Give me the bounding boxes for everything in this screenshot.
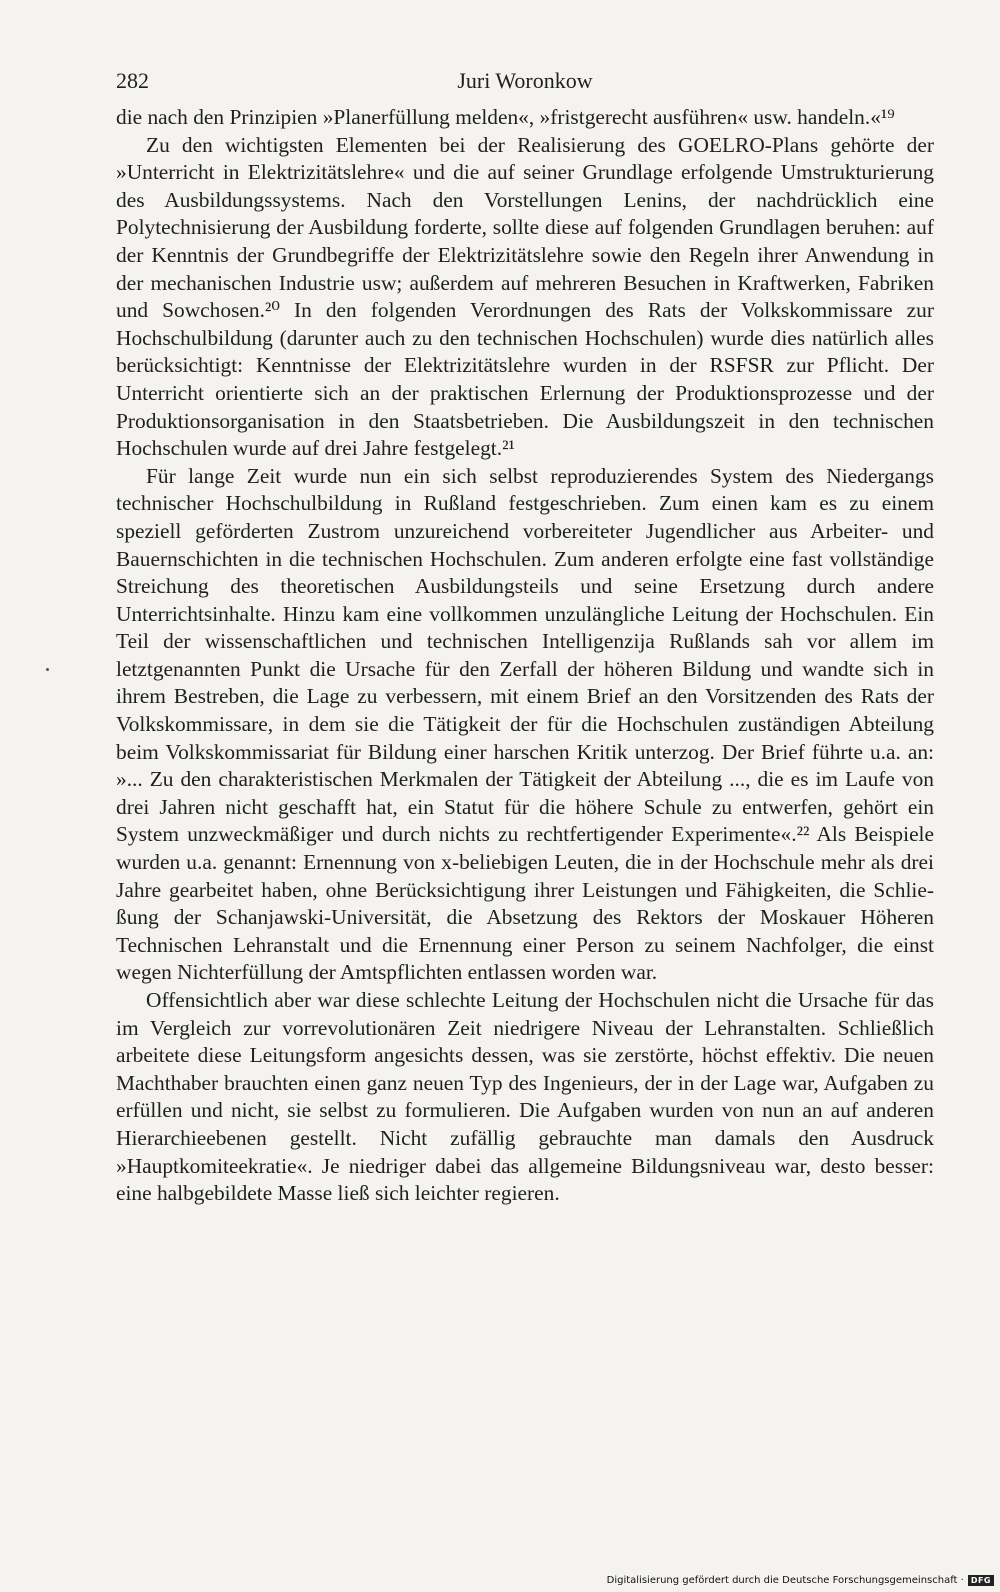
digitization-footer	[607, 1575, 994, 1586]
running-title: Juri Woronkow	[457, 68, 593, 93]
paragraph-continuation: die nach den Prinzipien »Planerfüllung melden«, »fristgerecht ausführen« usw. handeln.«¹⁹	[116, 105, 895, 129]
body-text	[116, 104, 934, 1208]
margin-mark	[46, 668, 49, 671]
footer-credit-text: Digitalisierung gefördert durch die Deutsche Forschungsgemeinschaft ·	[606, 1575, 964, 1586]
dfg-logo-icon: DFG	[968, 1575, 994, 1586]
document-page	[116, 60, 934, 1208]
paragraph: Für lange Zeit wurde nun ein sich selbst reproduzierendes System des Niedergangs technischer Hochschulbildung in Rußland festgeschrieben. Zum einen kam es zu einem speziell geförderten Zustrom unzureichend vorbereiteter Jugendlicher aus Arbeiter- und Bauernschichten in die technischen Hochschulen. Zum anderen erfolgte eine fast vollständige Streichung des theoretischen Ausbildungsteils und seine Ersetzung durch andere Unterrichtsinhalte. Hinzu kam eine vollkommen unzulängliche Leitung der Hochschulen. Ein Teil der wissenschaftlichen und technischen Intelligenzija Rußlands sah vor allem im letztgenannten Punkt die Ursache für den Zerfall der höheren Bildung und wandte sich in ihrem Bestreben, die Lage zu verbessern, mit einem Brief an den Vorsitzenden des Rats der Volkskommissare, in dem sie die Tätigkeit der für die Hochschulen zuständigen Abteilung beim Volkskommissariat für Bildung einer harschen Kritik unterzog. Der Brief führte u.a. an: »... Zu den charakteristischen Merkmalen der Tätigkeit der Abteilung ..., die es im Laufe von drei Jahren nicht geschafft hat, ein Statut für die höhere Schule zu entwerfen, gehört ein System unzweckmäßiger und durch nichts zu rechtfertigender Experimente«.²² Als Beispiele wurden u.a. genannt: Ernennung von x-beliebigen Leuten, die in der Hochschule mehr als drei Jahre gearbeitet haben, ohne Berücksichtigung ihrer Leistungen und Fähigkeiten, die Schließung der Schanjawski-Universität, die Absetzung des Rektors der Moskauer Höheren Technischen Lehranstalt und die Ernennung einer Person zu seinem Nachfolger, die einst wegen Nichterfüllung der Amtspflichten entlassen worden war.	[116, 463, 934, 985]
page-number: 282	[116, 68, 149, 93]
paragraph: Offensichtlich aber war diese schlechte Leitung der Hochschulen nicht die Ursache für das im Vergleich zur vorrevolutionären Zeit niedrigere Niveau der Lehranstalten. Schließlich arbeitete diese Leitungsform angesichts dessen, was sie zerstörte, höchst effektiv. Die neuen Machthaber brauchten einen ganz neuen Typ des Ingenieurs, der in der Lage war, Aufgaben zu erfüllen und nicht, sie selbst zu formulieren. Die Aufgaben wurden von nun an auf anderen Hierarchieebenen gestellt. Nicht zufällig gebrauchte man damals den Ausdruck »Hauptkomiteekratie«. Je niedriger dabei das allgemeine Bildungsniveau war, desto besser: eine halbgebildete Masse ließ sich leichter regieren.	[116, 988, 934, 1206]
running-head	[116, 60, 934, 104]
paragraph: Zu den wichtigsten Elementen bei der Realisierung des GOELRO-Plans gehörte der »Unterricht in Elektrizitätslehre« und die auf seiner Grundlage erfolgende Umstrukturierung des Ausbildungssystems. Nach den Vorstellungen Lenins, der nachdrücklich eine Polytechnisierung der Ausbildung forderte, sollte diese auf folgenden Grundlagen beruhen: auf der Kenntnis der Grundbegriffe der Elektrizitätslehre sowie den Regeln ihrer Anwendung in der mechanischen Industrie usw; außerdem auf mehreren Besuchen in Kraftwerken, Fabriken und Sowchosen.²⁰ In den folgenden Verordnungen des Rats der Volkskommissare zur Hochschulbildung (darunter auch zu den technischen Hochschulen) wurde dies natürlich alles berücksichtigt: Kenntnisse der Elektrizitätslehre wurden in der RSFSR zur Pflicht. Der Unterricht orientierte sich an der praktischen Erlernung der Produktionsprozesse und der Produktionsorganisation in den Staatsbetrieben. Die Ausbildungszeit in den technischen Hochschulen wurde auf drei Jahre festgelegt.²¹	[116, 132, 934, 461]
